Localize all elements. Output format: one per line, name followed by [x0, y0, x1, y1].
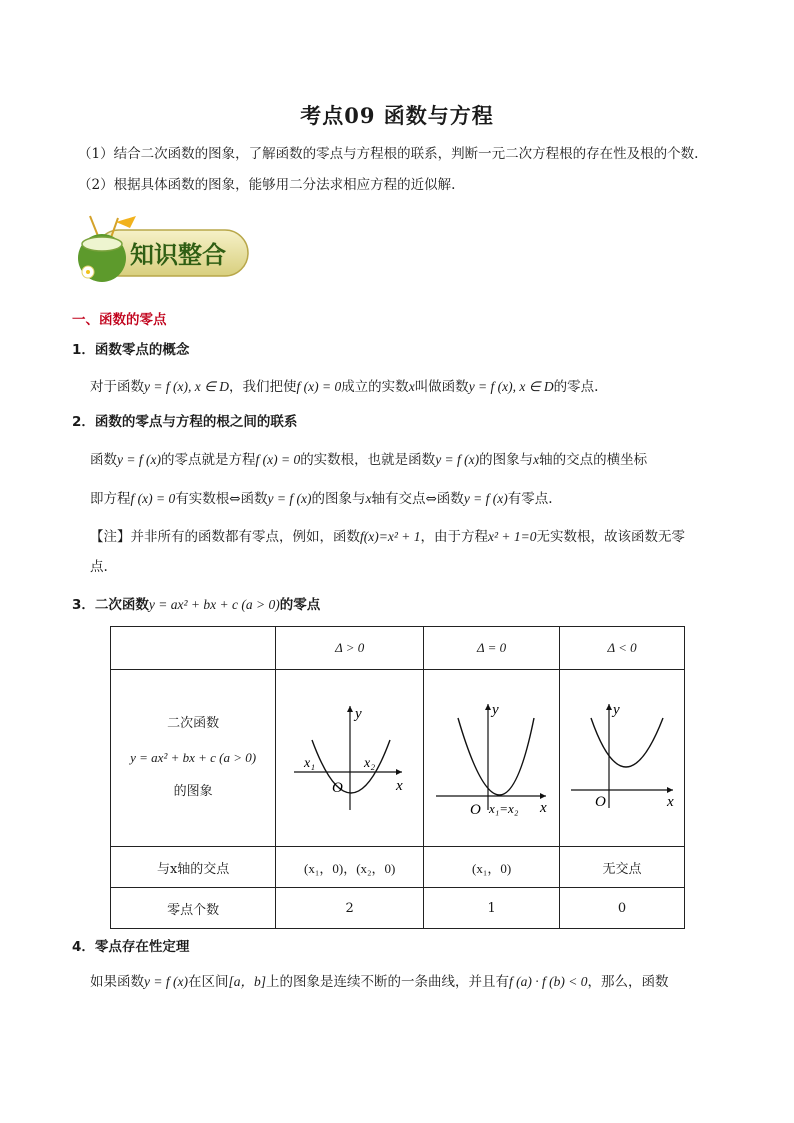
paragraph-4: 如果函数y = f (x)在区间[a，b]上的图象是连续不断的一条曲线，并且有f (a) · f (b) < 0，那么，函数: [90, 974, 669, 990]
svg-text:x₁=x₂: x₁=x₂: [488, 801, 518, 816]
table-graph-row: [111, 670, 685, 847]
intersection-label: 与x轴的交点: [111, 847, 276, 888]
table-head-zero: Δ = 0: [424, 627, 560, 670]
table-cell-empty: [111, 627, 276, 670]
intersection-none: 无交点: [560, 847, 685, 888]
count-zero: 0: [560, 888, 685, 929]
svg-text:O: O: [595, 794, 606, 810]
table-head-negative: Δ < 0: [560, 627, 685, 670]
svg-text:y: y: [491, 702, 499, 718]
graph-two-roots: [276, 670, 424, 847]
graph-row-label: 二次函数 y = ax² + bx + c (a > 0) 的图象: [111, 670, 276, 847]
note-line-2: 点.: [90, 559, 108, 575]
table-header-row: [111, 627, 685, 670]
section-heading: 一、函数的零点: [72, 312, 167, 328]
svg-text:O: O: [331, 780, 343, 796]
intro-line-1: （1）结合二次函数的图象，了解函数的零点与方程根的联系，判断一元二次方程根的存在性及根的个数.: [78, 146, 699, 162]
note-line-1: 【注】并非所有的函数都有零点，例如，函数f(x)=x² + 1，由于方程x² + 1=0无实数根，故该函数无零: [90, 529, 686, 545]
count-two: 2: [276, 888, 424, 929]
heading-2: 2．函数的零点与方程的根之间的联系: [72, 414, 298, 430]
heading-4: 4．零点存在性定理: [72, 939, 190, 955]
page-title: 考点09 函数与方程: [300, 103, 494, 128]
svg-text:x: x: [395, 778, 403, 794]
paragraph-2a: 函数y = f (x)的零点就是方程f (x) = 0的实数根，也就是函数y = f (x)的图象与x轴的交点的横坐标: [90, 452, 648, 468]
count-label: 零点个数: [111, 888, 276, 929]
intersection-one: (x₁，0): [424, 847, 560, 888]
knowledge-badge: [72, 212, 252, 286]
heading-1: 1．函数零点的概念: [72, 342, 190, 358]
intersection-two: (x₁，0)，(x₂，0): [276, 847, 424, 888]
table-intersection-row: [111, 847, 685, 888]
graph-one-root: [424, 670, 560, 847]
badge-label: 知识整合: [130, 241, 226, 269]
svg-text:x₂: x₂: [363, 756, 375, 771]
table-head-positive: Δ > 0: [276, 627, 424, 670]
paragraph-1: 对于函数y = f (x), x ∈ D，我们把使f (x) = 0成立的实数x叫做函数y = f (x), x ∈ D的零点.: [90, 379, 599, 395]
svg-text:y: y: [613, 702, 620, 718]
svg-text:x: x: [667, 794, 674, 810]
svg-text:x: x: [539, 800, 547, 816]
table-count-row: [111, 888, 685, 929]
paragraph-2b: 即方程f (x) = 0有实数根⇔函数y = f (x)的图象与x轴有交点⇔函数y = f (x)有零点.: [90, 491, 553, 507]
count-one: 1: [424, 888, 560, 929]
intro-line-2: （2）根据具体函数的图象，能够用二分法求相应方程的近似解.: [78, 177, 456, 193]
svg-text:y: y: [354, 706, 362, 722]
heading-3: 3．二次函数y = ax² + bx + c (a > 0)的零点: [72, 597, 321, 613]
svg-text:O: O: [469, 802, 481, 816]
coconut-icon: [72, 212, 252, 286]
zeros-table: [110, 626, 685, 929]
svg-text:x₁: x₁: [303, 756, 315, 771]
graph-no-root: [560, 670, 685, 847]
